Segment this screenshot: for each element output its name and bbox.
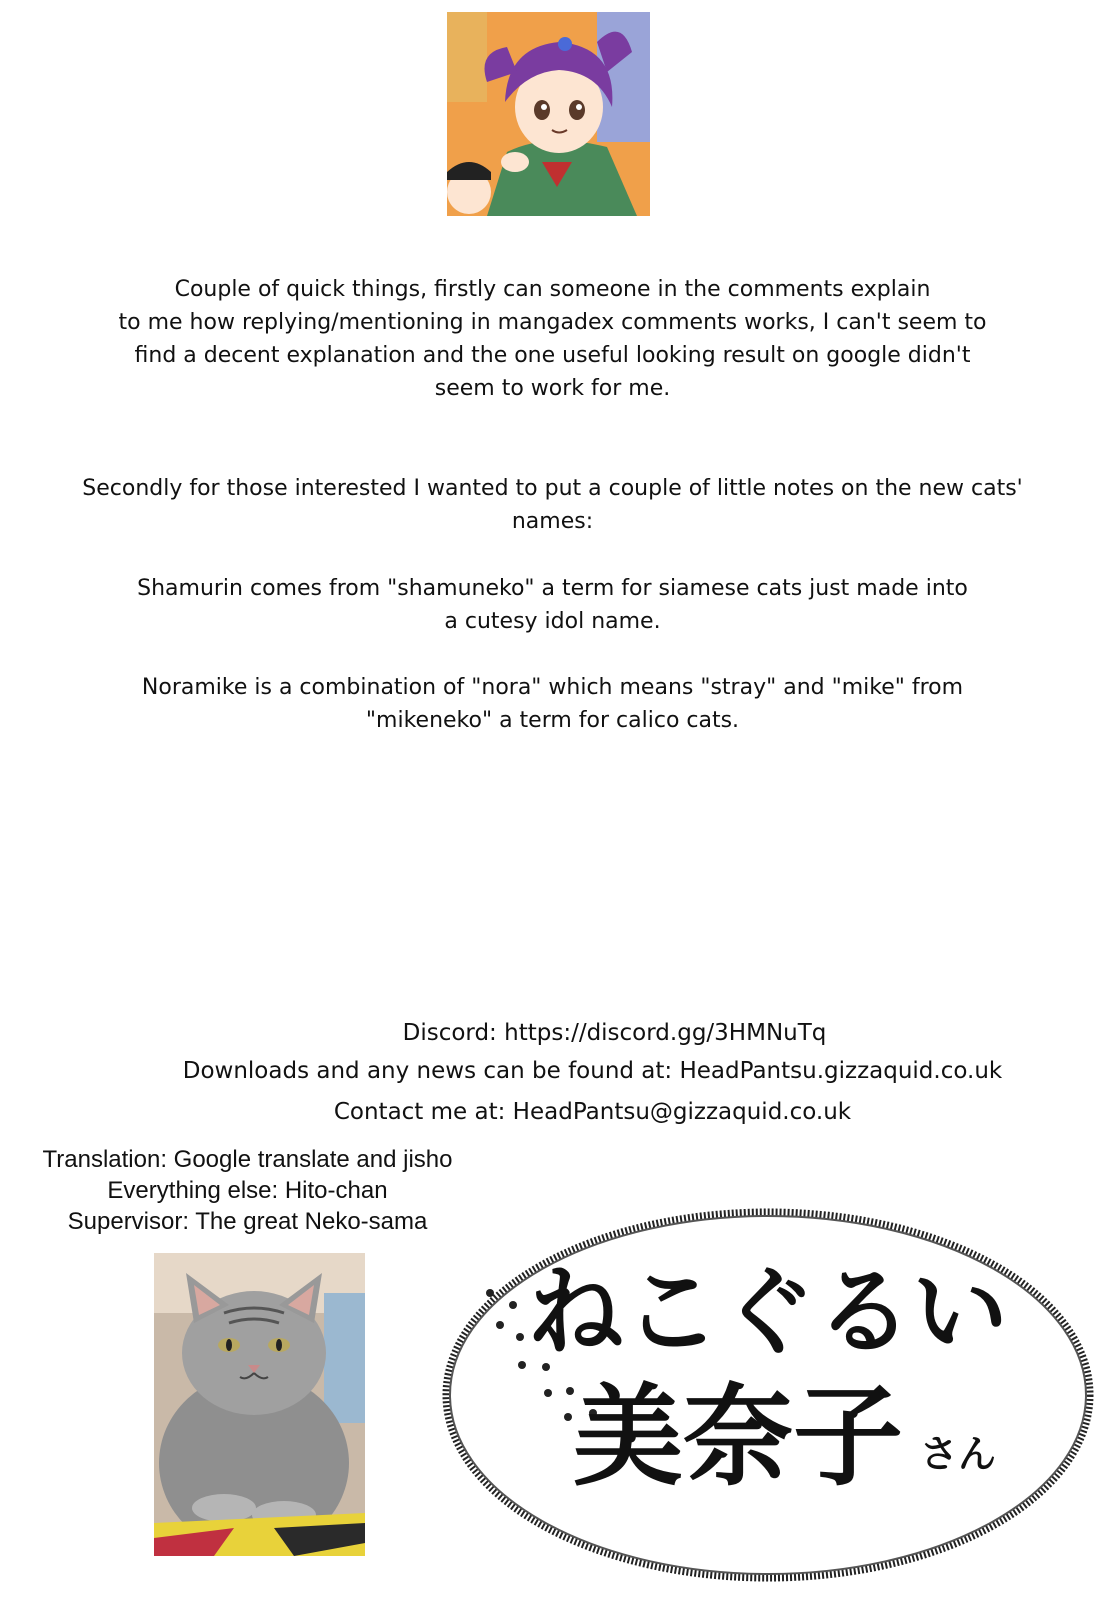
text-line: find a decent explanation and the one useful looking result on google didn't [134,343,971,368]
credit-supervisor: Supervisor: The great Neko-sama [67,1208,428,1235]
text-line: Couple of quick things, firstly can someone in the comments explain [174,277,931,302]
text-line: Noramike is a combination of "nora" which means "stray" and "mike" from [141,675,964,700]
note-paragraph-4 [0,671,1105,737]
logo-honorific: さん [919,1432,997,1476]
text-line: "mikeneko" a term for calico cats. [365,708,740,733]
logo-title-kana: ねこぐるい [528,1256,1008,1368]
note-paragraph-1 [0,273,1105,405]
logo-name-kanji: 美奈子 [573,1373,903,1501]
title-logo [438,1205,1098,1590]
grey-cat-photo [154,1253,365,1556]
anime-girl-avatar [447,12,650,216]
credit-everything-else: Everything else: Hito-chan [107,1177,388,1204]
downloads-info[interactable]: Downloads and any news can be found at: HeadPantsu.gizzaquid.co.uk [182,1058,1003,1084]
text-line: seem to work for me. [434,376,671,401]
text-line: names: [511,509,594,534]
note-paragraph-2 [0,472,1105,538]
note-paragraph-3 [0,572,1105,638]
text-line: Shamurin comes from "shamuneko" a term for siamese cats just made into [137,576,968,601]
credit-translation: Translation: Google translate and jisho [42,1146,453,1173]
text-line: Secondly for those interested I wanted to put a couple of little notes on the new cats' [82,476,1023,501]
text-line: a cutesy idol name. [444,609,661,634]
contact-email[interactable]: Contact me at: HeadPantsu@gizzaquid.co.uk [333,1099,852,1125]
discord-link[interactable]: Discord: https://discord.gg/3HMNuTq [402,1020,827,1046]
text-line: to me how replying/mentioning in mangadex comments works, I can't seem to [118,310,987,335]
